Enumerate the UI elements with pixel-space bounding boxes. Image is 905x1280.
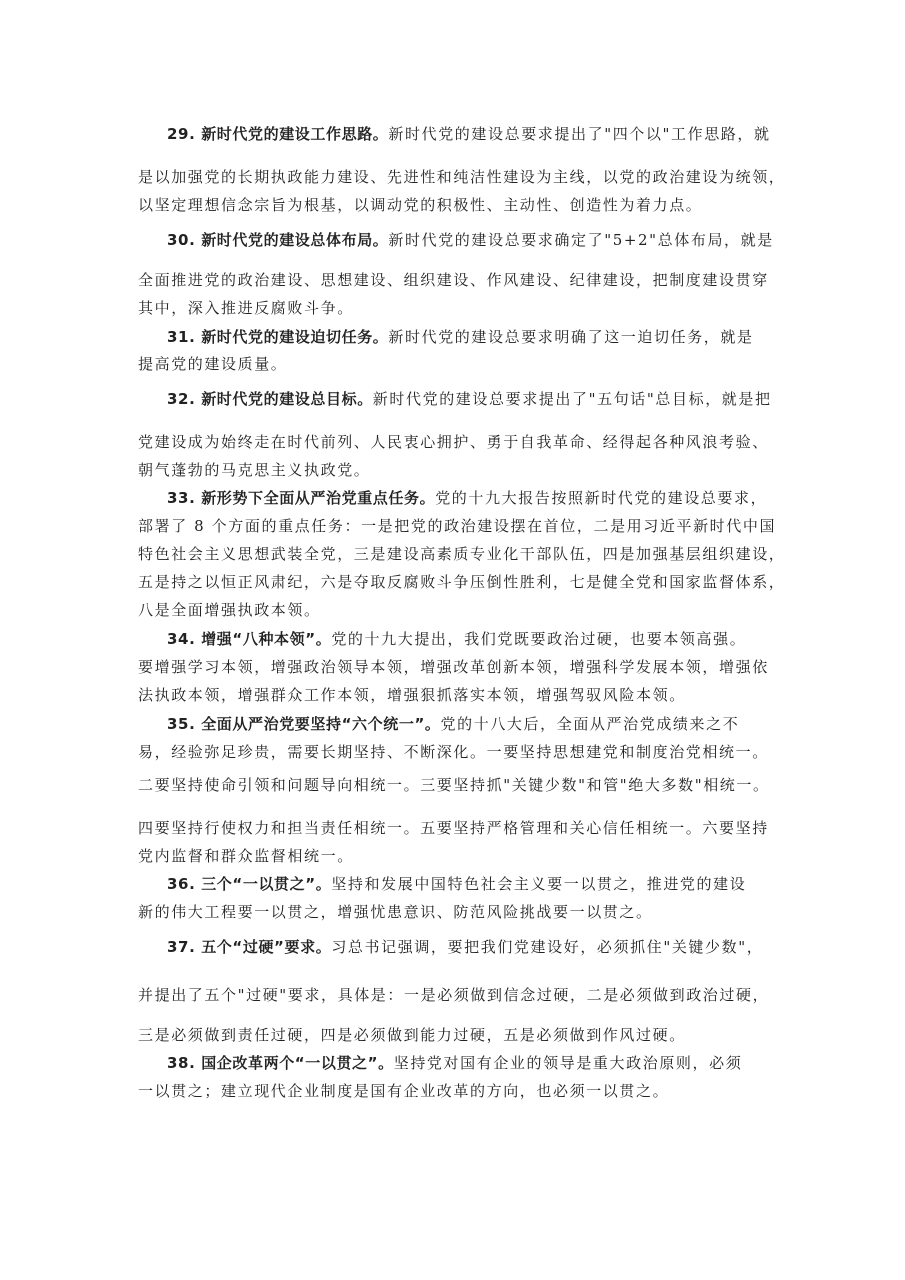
paragraph-34-line-3: 法执政本领，增强群众工作本领，增强狠抓落实本领，增强驾驭风险本领。 [138,686,686,704]
paragraph-32-text-1: 新时代党的建设总要求提出了"五句话"总目标，就是把 [372,390,772,408]
paragraph-33-line-4: 五是持之以恒正风肃纪，六是夺取反腐败斗争压倒性胜利，七是健全党和国家监督体系， [138,573,786,591]
paragraph-36-line-2: 新的伟大工程要一以贯之，增强忧患意识、防范风险挑战要一以贯之。 [138,903,653,921]
paragraph-34-line-2: 要增强学习本领，增强政治领导本领，增强改革创新本领，增强科学发展本领，增强依 [138,658,769,676]
paragraph-33-line-5: 八是全面增强执政本领。 [138,601,321,619]
paragraph-31-heading: 31. 新时代党的建设迫切任务。 [167,328,389,346]
paragraph-29-text-1: 新时代党的建设总要求提出了"四个以"工作思路，就 [388,125,771,143]
paragraph-32-heading: 32. 新时代党的建设总目标。 [167,390,373,408]
paragraph-31-text-1: 新时代党的建设总要求明确了这一迫切任务，就是 [388,328,754,346]
paragraph-30-line-3: 其中，深入推进反腐败斗争。 [138,299,354,317]
paragraph-33-line-3: 特色社会主义思想武装全党，三是建设高素质专业化干部队伍，四是加强基层组织建设， [138,545,786,563]
paragraph-32-line-2: 党建设成为始终走在时代前列、人民衷心拥护、勇于自我革命、经得起各种风浪考验、 [138,433,769,451]
paragraph-30-heading: 30. 新时代党的建设总体布局。 [167,231,389,249]
paragraph-37-text-1: 习总书记强调，要把我们党建设好，必须抓住"关键少数"， [331,938,764,956]
paragraph-30-line-1 [0,229,905,251]
paragraph-32-line-1 [0,388,905,410]
paragraph-35-line-1 [0,713,905,735]
paragraph-30-text-1: 新时代党的建设总要求确定了"5+2"总体布局，就是 [388,231,774,249]
paragraph-33-heading: 33. 新形势下全面从严治党重点任务。 [167,489,436,507]
paragraph-35-line-2: 易，经验弥足珍贵，需要长期坚持、不断深化。一要坚持思想建党和制度治党相统一。 [138,743,769,761]
paragraph-33-line-2: 部署了 8 个方面的重点任务：一是把党的政治建设摆在首位，二是用习近平新时代中国 [138,517,777,535]
paragraph-36-line-1 [0,873,905,895]
paragraph-38-line-1 [0,1052,905,1074]
paragraph-37-line-1 [0,936,905,958]
paragraph-36-text-1: 坚持和发展中国特色社会主义要一以贯之，推进党的建设 [331,875,747,893]
paragraph-35-text-1: 党的十八大后，全面从严治党成绩来之不 [440,715,740,733]
paragraph-29-line-1 [0,123,905,145]
paragraph-33-line-1 [0,487,905,509]
paragraph-34-heading: 34. 增强“八种本领”。 [167,630,332,648]
paragraph-35-line-3: 二要坚持使命引领和问题导向相统一。三要坚持抓"关键少数"和管"绝大多数"相统一。 [138,776,770,794]
paragraph-38-text-1: 坚持党对国有企业的领导是重大政治原则，必须 [393,1054,743,1072]
paragraph-34-text-1: 党的十九大提出，我们党既要政治过硬，也要本领高强。 [331,630,747,648]
paragraph-35-heading: 35. 全面从严治党要坚持“六个统一”。 [167,715,441,733]
paragraph-30-line-2: 全面推进党的政治建设、思想建设、组织建设、作风建设、纪律建设，把制度建设贯穿 [138,271,769,289]
paragraph-29-heading: 29. 新时代党的建设工作思路。 [167,125,389,143]
paragraph-38-line-2: 一以贯之；建立现代企业制度是国有企业改革的方向，也必须一以贯之。 [138,1082,670,1100]
paragraph-38-heading: 38. 国企改革两个“一以贯之”。 [167,1054,394,1072]
paragraph-32-line-3: 朝气蓬勃的马克思主义执政党。 [138,461,371,479]
paragraph-29-line-3: 以坚定理想信念宗旨为根基，以调动党的积极性、主动性、创造性为着力点。 [138,196,703,214]
paragraph-37-heading: 37. 五个“过硬”要求。 [167,938,332,956]
paragraph-35-line-5: 党内监督和群众监督相统一。 [138,847,354,865]
paragraph-37-line-3: 三是必须做到责任过硬，四是必须做到能力过硬，五是必须做到作风过硬。 [138,1026,686,1044]
paragraph-29-line-2: 是以加强党的长期执政能力建设、先进性和纯洁性建设为主线，以党的政治建设为统领， [138,168,786,186]
paragraph-33-text-1: 党的十九大报告按照新时代党的建设总要求， [435,489,768,507]
paragraph-31-line-2: 提高党的建设质量。 [138,355,288,373]
paragraph-35-line-4: 四要坚持行使权力和担当责任相统一。五要坚持严格管理和关心信任相统一。六要坚持 [138,819,769,837]
paragraph-34-line-1 [0,628,905,650]
paragraph-31-line-1 [0,326,905,348]
paragraph-36-heading: 36. 三个“一以贯之”。 [167,875,332,893]
paragraph-37-line-2: 并提出了五个"过硬"要求，具体是：一是必须做到信念过硬，二是必须做到政治过硬， [138,986,770,1004]
